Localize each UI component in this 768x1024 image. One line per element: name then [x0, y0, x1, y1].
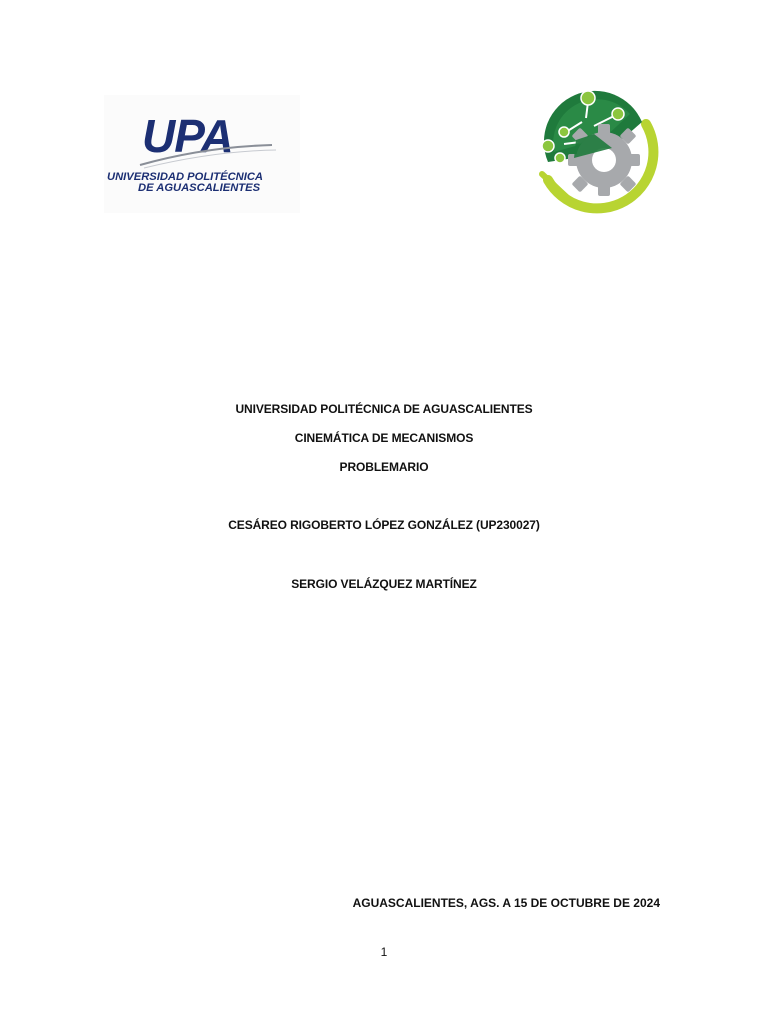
page-number: 1 — [380, 945, 388, 959]
document-type: PROBLEMARIO — [339, 460, 429, 474]
upa-logo-icon — [104, 95, 300, 213]
svg-text:UNIVERSIDAD POLITÉCNICA: UNIVERSIDAD POLITÉCNICA — [107, 171, 264, 183]
course-name: CINEMÁTICA DE MECANISMOS — [294, 431, 474, 445]
svg-text:UPA: UPA — [142, 110, 233, 162]
university-name: UNIVERSIDAD POLITÉCNICA DE AGUASCALIENTES — [235, 402, 533, 416]
svg-text:DE AGUASCALIENTES: DE AGUASCALIENTES — [138, 182, 261, 194]
gear-circuit-logo-icon — [534, 88, 664, 218]
student-name: CESÁREO RIGOBERTO LÓPEZ GONZÁLEZ (UP230027) — [228, 518, 540, 532]
place-and-date: AGUASCALIENTES, AGS. A 15 DE OCTUBRE DE 2024 — [352, 896, 660, 910]
teacher-name: SERGIO VELÁZQUEZ MARTÍNEZ — [291, 577, 477, 591]
